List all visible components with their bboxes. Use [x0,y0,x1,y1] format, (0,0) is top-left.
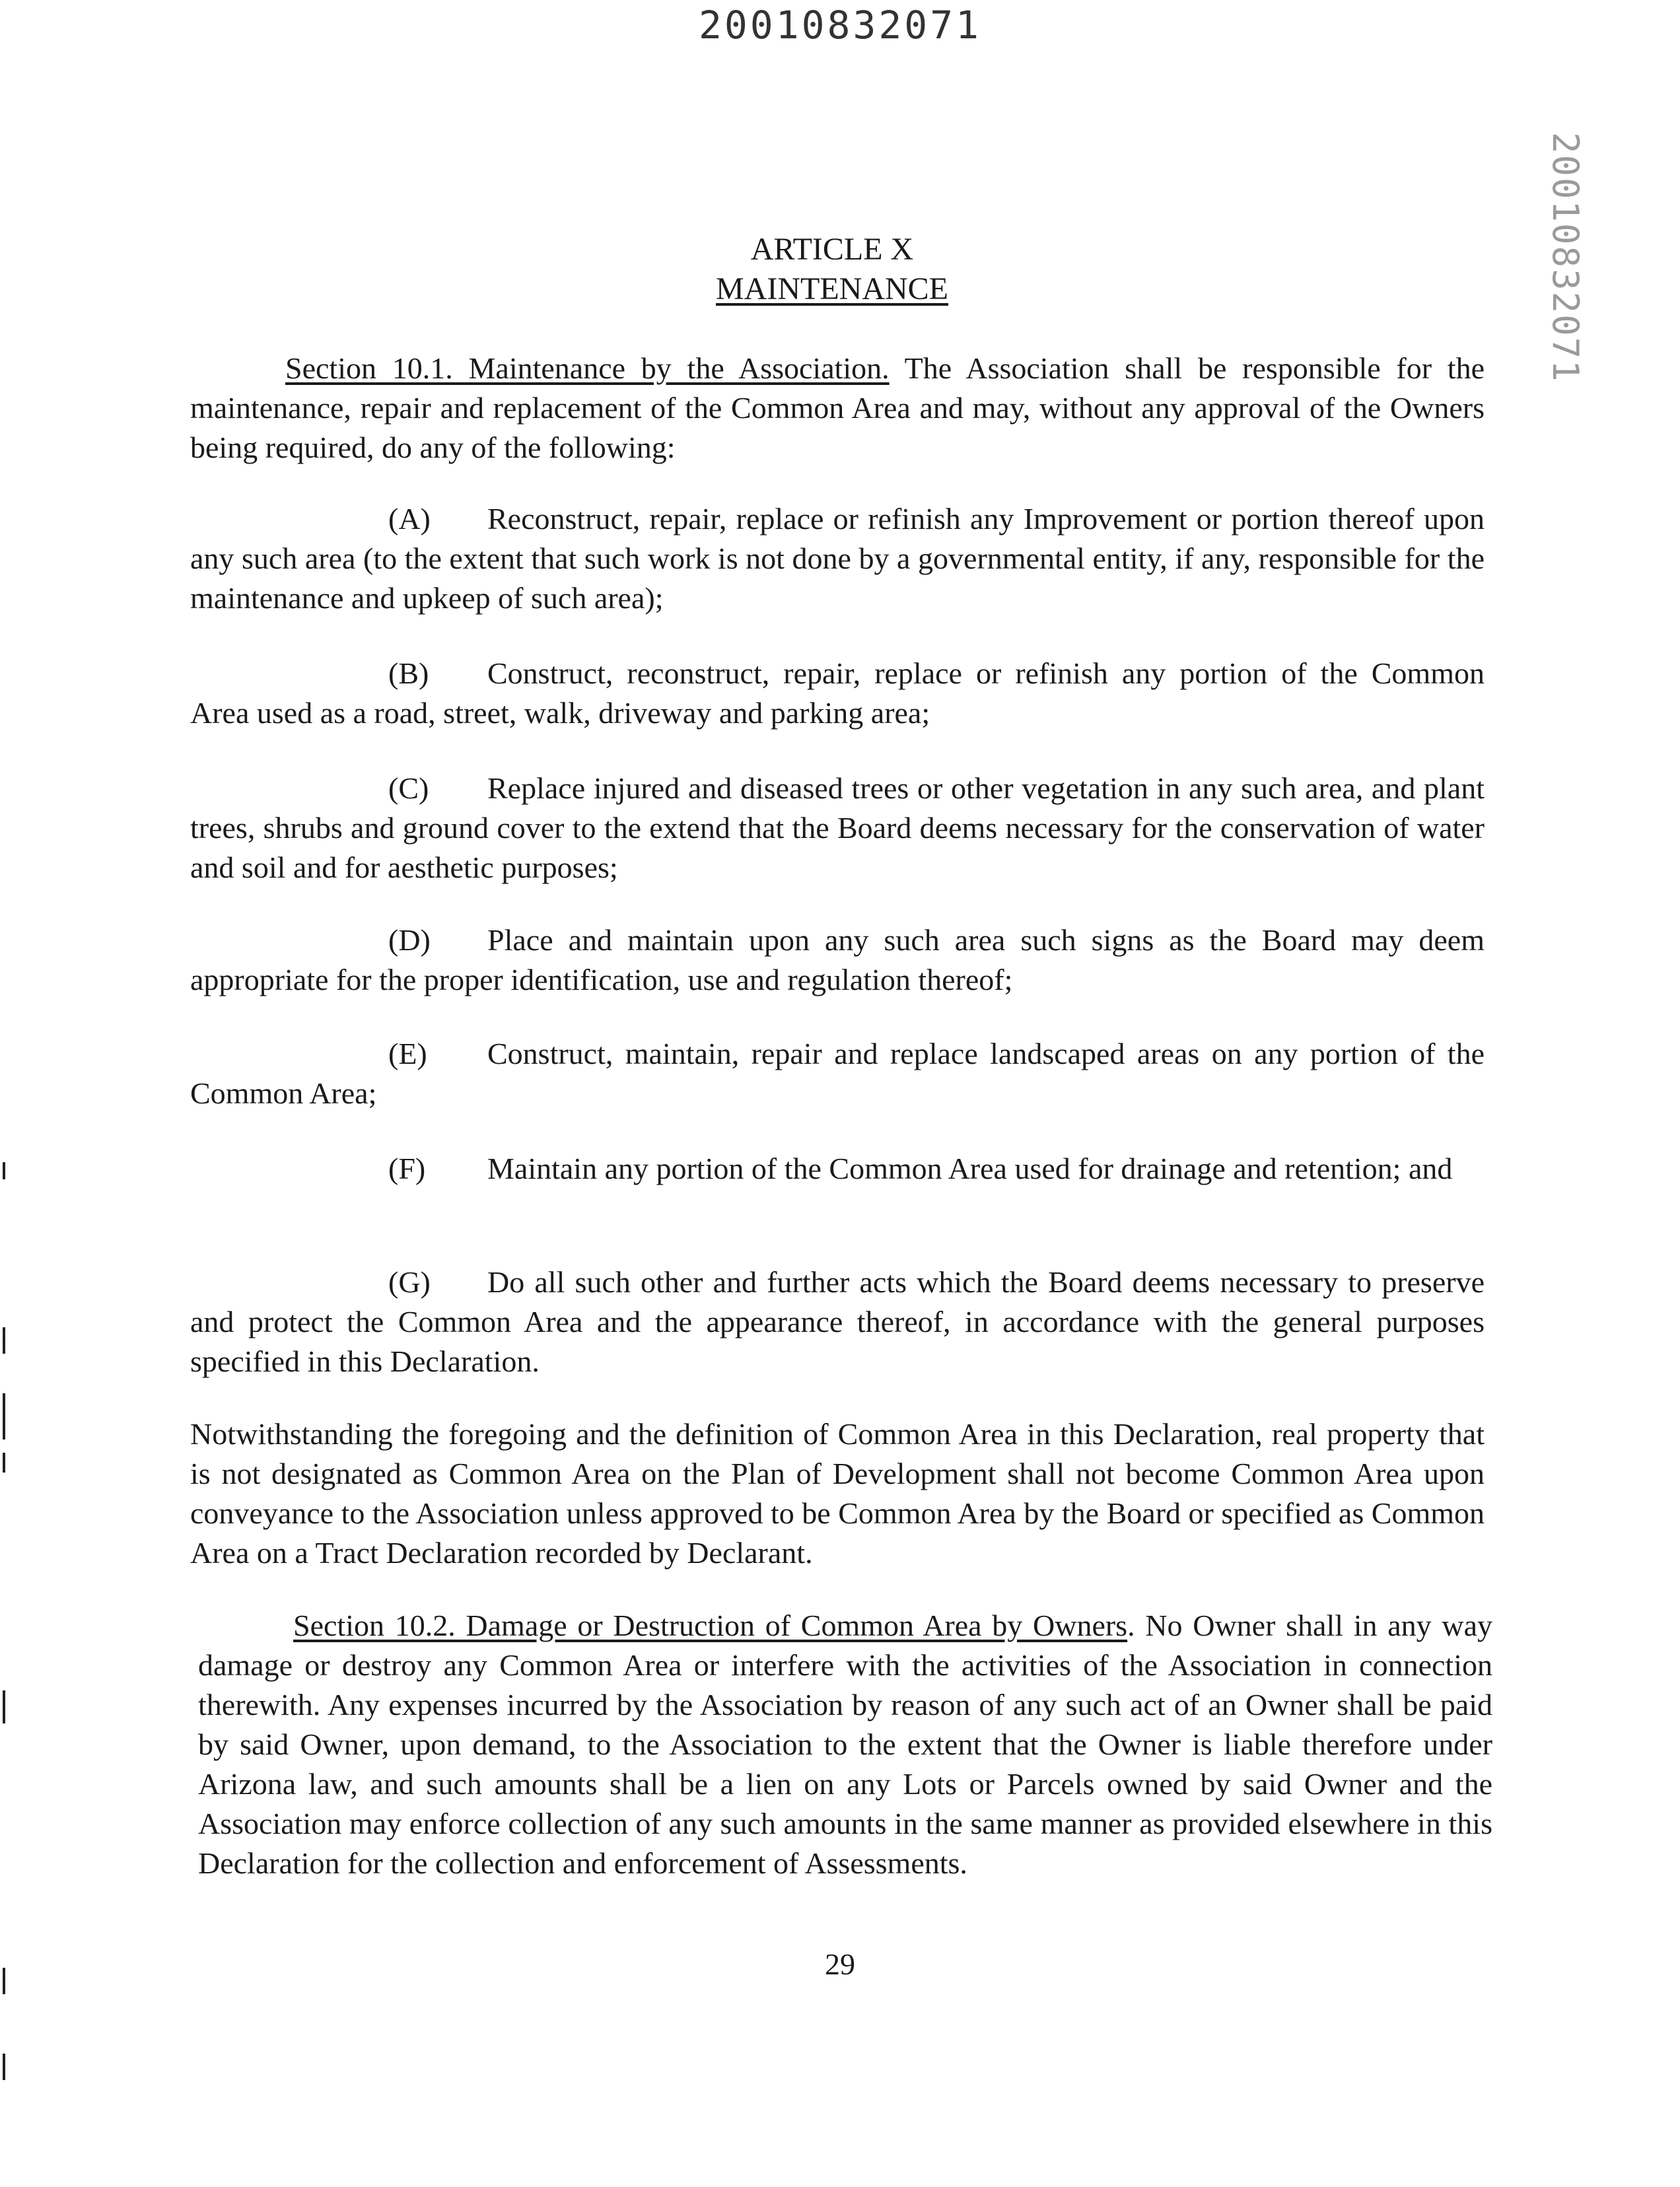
scan-edge-mark [3,2054,5,2080]
notwithstanding-paragraph [190,1414,1485,1573]
scan-edge-mark [3,1162,5,1179]
item-text: Replace injured and diseased trees or other vegetation in any such area, and plant trees, shrubs and ground cover to the extend that the Board deems necessary for the conservation of water and soil and for aesthetic purposes; [190,771,1485,884]
section-10-2-body: . No Owner shall in any way damage or destroy any Common Area or interfere with the activities of the Association in connection therewith. Any expenses incurred by the Association by reason of any such act of an Owner shall be paid by said Owner, upon demand, to the Association to the extent that the Owner is liable therefore under Arizona law, and such amounts shall be a lien on any Lots or Parcels owned by said Owner and the Association may enforce collection of any such amounts in the same manner as provided elsewhere in this Declaration for the collection and enforcement of Assessments. [198,1609,1493,1880]
item-text: Place and maintain upon any such area such signs as the Board may deem appropriate for the proper identification, use and regulation thereof; [190,923,1485,996]
scan-edge-mark [3,1393,5,1440]
item-text: Maintain any portion of the Common Area used for drainage and retention; and [487,1152,1453,1185]
list-item-g [190,1263,1485,1381]
page-number: 29 [825,1947,855,1981]
section-10-1-heading: Section 10.1. Maintenance by the Association. [285,351,890,385]
list-item-f [190,1149,1485,1189]
article-heading [0,230,1664,309]
list-item-d [190,920,1485,1000]
article-title: MAINTENANCE [716,271,948,306]
list-item-e [190,1034,1485,1113]
side-recording-stamp: 20010832071 [1545,132,1586,383]
item-label: (C) [388,771,429,805]
item-label: (A) [388,502,431,536]
section-10-2 [198,1606,1492,1883]
item-label: (B) [388,656,429,690]
list-item-a [190,499,1485,618]
item-text: Reconstruct, repair, replace or refinish any Improvement or portion thereof upon any such area (to the extent that such work is not done by a governmental entity, if any, responsible for the maintenance and upkeep of such area); [190,502,1485,615]
recording-number: 20010832071 [698,3,982,48]
section-10-1-intro-text: The Association shall be responsible for the maintenance, repair and replacement of the Common Area and may, without any approval of the Owners being required, do any of the following: [190,351,1485,464]
article-number: ARTICLE X [750,232,914,267]
notwithstanding-text: Notwithstanding the foregoing and the definition of Common Area in this Declaration, real property that is not designated as Common Area on the Plan of Development shall not become Common Area upon conveyance to the Association unless approved to be Common Area by the Board or specified as Common Area on a Tract Declaration recorded by Declarant. [190,1417,1485,1570]
item-text: Do all such other and further acts which the Board deems necessary to preserve and protect the Common Area and the appearance thereof, in accordance with the general purposes specified in this Declaration. [190,1265,1485,1378]
scan-edge-mark [3,1968,5,1994]
item-text: Construct, maintain, repair and replace landscaped areas on any portion of the Common Area; [190,1037,1485,1110]
item-label: (E) [388,1037,427,1070]
list-item-c [190,769,1485,887]
section-10-1-intro [190,349,1485,468]
scan-edge-mark [3,1327,5,1354]
section-10-2-heading: Section 10.2. Damage or Destruction of Common Area by Owners [293,1609,1128,1642]
item-label: (D) [388,923,431,957]
item-text: Construct, reconstruct, repair, replace or refinish any portion of the Common Area used as a road, street, walk, driveway and parking area; [190,656,1485,730]
item-label: (F) [388,1152,426,1185]
scan-edge-mark [3,1453,5,1473]
item-label: (G) [388,1265,431,1299]
scan-edge-mark [3,1690,5,1723]
list-item-b [190,654,1485,733]
